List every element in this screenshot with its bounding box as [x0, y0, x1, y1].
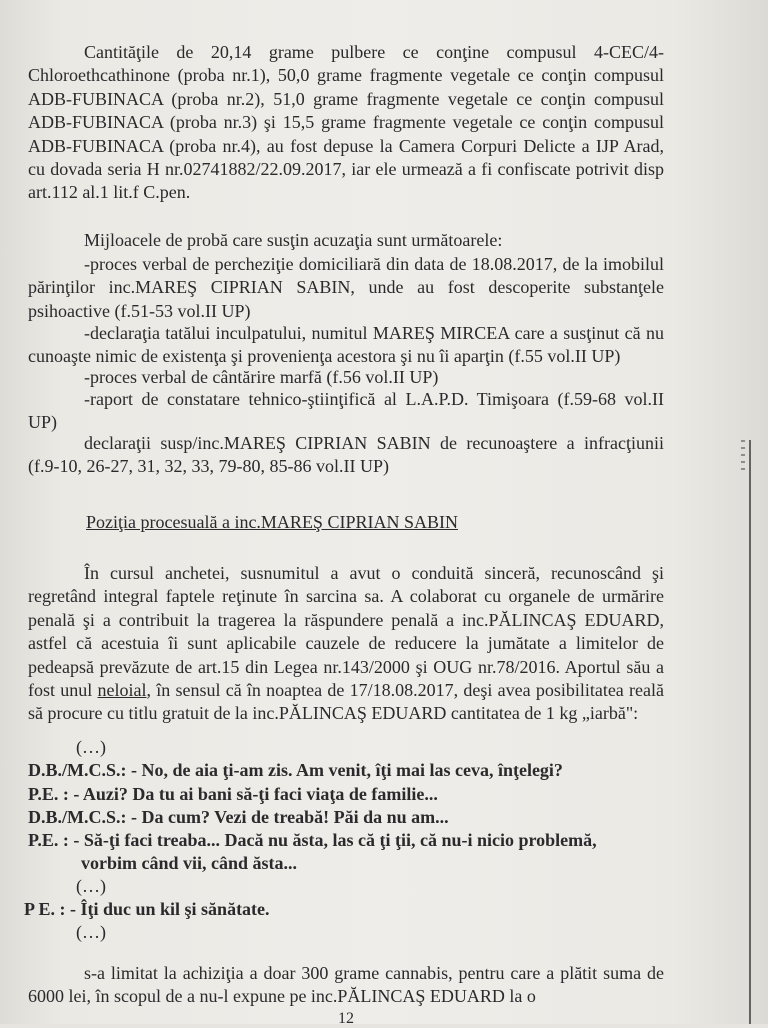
paragraph-evidence-intro: Mijloacele de probă care susţin acuzaţia sunt următoarele:	[84, 230, 503, 250]
dialogue-line-1: D.B./M.C.S.: - No, de aia ţi-am zis. Am venit, îţi mai las ceva, înţelegi?	[28, 760, 563, 780]
binding-marks	[741, 440, 745, 470]
underlined-word-neloial: neloial	[97, 680, 147, 701]
paragraph-confiscation: Cantităţile de 20,14 grame pulbere ce conţine compusul 4-CEC/4-Chloroethcathinone (proba nr.1), 50,0 grame fragmente vegetale ce conţin compusul ADB-FUBINACA (proba nr.2), 51,0 grame fragmente vegetale ce conţin compusul ADB-FUBINACA (proba nr.3) şi 15,5 grame fragmente vegetale ce conţin compusul ADB-FUBINACA (proba nr.4), au fost depuse la Camera Corpuri Delicte a IJP Arad, cu dovada seria H nr.02741882/22.09.2017, iar ele urmează a fi confiscate potrivit disp art.112 al.1 lit.f C.pen.	[28, 42, 664, 203]
dialogue-line-3: D.B./M.C.S.: - Da cum? Vezi de treabă! Păi da nu am...	[28, 807, 449, 827]
evidence-item-lab-report: -raport de constatare tehnico-ştiinţifică al L.A.P.D. Timişoara (f.59-68 vol.II UP)	[28, 389, 664, 433]
ellipsis-2: (…)	[76, 876, 106, 896]
paragraph-procedural-position-part2: , în sensul că în noaptea de 17/18.08.2017, deşi avea posibilitatea reală să procure cu titlu gratuit de la inc.PĂLINCAŞ EDUARD cantitatea de 1 kg „iarbă":	[28, 680, 664, 724]
dialogue-line-6: P E. : - Îţi duc un kil şi sănătate.	[24, 899, 270, 919]
evidence-item-defendant-statements: declaraţii susp/inc.MAREŞ CIPRIAN SABIN de recunoaştere a infracţiunii (f.9-10, 26-27, 31, 32, 33, 79-80, 85-86 vol.II UP)	[28, 433, 664, 477]
dialogue-line-5: vorbim când vii, când ăsta...	[81, 853, 298, 873]
dialogue-line-2: P.E. : - Auzi? Da tu ai bani să-ţi faci viaţa de familie...	[28, 784, 438, 804]
evidence-item-father-statement: -declaraţia tatălui inculpatului, numitul MAREŞ MIRCEA care a susţinut că nu cunoaşte nimic de existenţa şi provenienţa acestora şi nu îi aparţin (f.55 vol.II UP)	[28, 323, 664, 367]
paragraph-limited-purchase: s-a limitat la achiziţia a doar 300 grame cannabis, pentru care a plătit suma de 6000 lei, în scopul de a nu-l expune pe inc.PĂLINCAŞ EDUARD la o	[28, 963, 664, 1007]
evidence-item-weighing-report: -proces verbal de cântărire marfă (f.56 vol.II UP)	[84, 367, 439, 387]
ellipsis-1: (…)	[76, 737, 106, 757]
ellipsis-3: (…)	[76, 922, 106, 942]
dialogue-line-4: P.E. : - Să-ţi faci treaba... Dacă nu ăsta, las că ţi ţii, că nu-i nicio problemă,	[28, 830, 597, 850]
section-heading: Poziţia procesuală a inc.MAREŞ CIPRIAN SABIN	[86, 512, 458, 532]
paragraph-procedural-position	[28, 562, 664, 726]
binding-edge	[749, 440, 751, 1024]
page-number: 12	[338, 1010, 354, 1027]
paragraph-procedural-position-part1: În cursul anchetei, susnumitul a avut o conduită sinceră, recunoscând şi regretând integral faptele reţinute în sarcina sa. A colaborat cu organele de urmărire penală şi a contribuit la tragerea la răspundere penală a inc.PĂLINCAŞ EDUARD, astfel că acestuia îi sunt aplicabile cauzele de reducere la jumătate a limitelor de pedeapsă prevăzute de art.15 din Legea nr.143/2000 şi OUG nr.78/2016. Aportul său a fost unul	[28, 563, 664, 701]
evidence-item-search-report: -proces verbal de percheziţie domiciliară din data de 18.08.2017, de la imobilul părinţilor inc.MAREŞ CIPRIAN SABIN, unde au fost descoperite substanţele psihoactive (f.51-53 vol.II UP)	[28, 254, 664, 321]
